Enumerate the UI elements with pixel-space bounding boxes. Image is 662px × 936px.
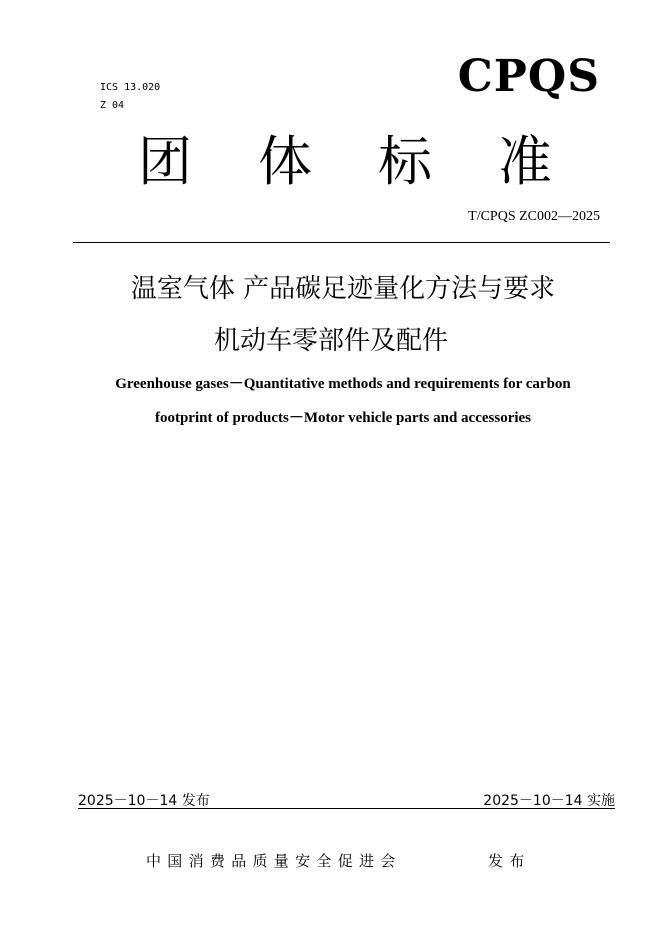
implementation-date: 2025－10－14 实施 [483,793,615,809]
standard-type-heading [120,130,570,194]
standard-type-char: 体 [258,130,312,193]
standard-type-char: 团 [138,130,192,193]
publish-label: 发布 [488,852,531,870]
english-title-line-1: Greenhouse gases－Quantitative methods and requirements for carbon [115,376,571,392]
ccs-code: Z 04 [100,100,125,111]
footer-divider [78,808,615,809]
standard-type-char: 标 [378,130,432,193]
cpqs-logo: CPQS [457,51,600,102]
standard-type-char: 准 [498,130,552,193]
ics-code: ICS 13.020 [100,82,161,93]
publisher-name: 中国消费品质量安全促进会 [146,852,402,870]
publish-date: 2025－10－14 发布 [78,793,210,809]
chinese-title-line-1: 温室气体 产品碳足迹量化方法与要求 [130,274,556,304]
english-title-line-2: footprint of products－Motor vehicle parts and accessories [154,410,532,426]
header-divider [73,242,610,243]
chinese-title-line-2: 机动车零部件及配件 [213,326,448,356]
standard-number: T/CPQS ZC002—2025 [468,209,600,224]
